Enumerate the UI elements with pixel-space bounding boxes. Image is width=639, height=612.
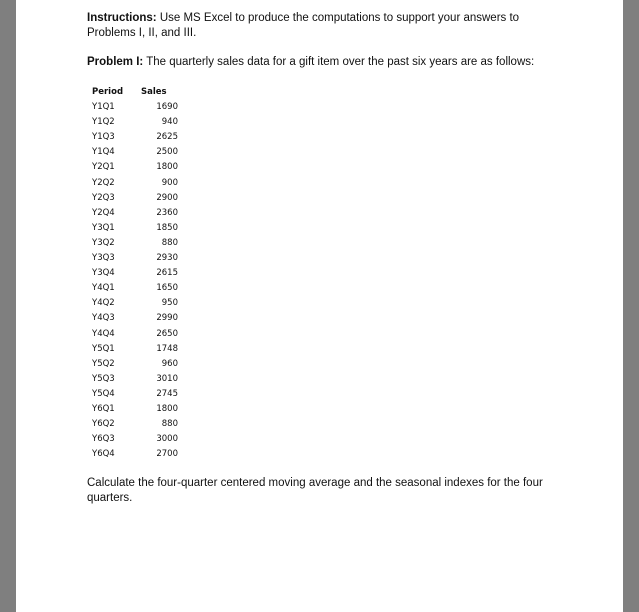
task-paragraph: Calculate the four-quarter centered moving average and the seasonal indexes for the four quarters. [87, 477, 543, 504]
period-cell: Y4Q2 [92, 298, 115, 309]
period-cell: Y2Q2 [92, 177, 115, 188]
sales-cell: 960 [161, 358, 178, 369]
sales-cell: 3010 [156, 373, 178, 384]
period-cell: Y3Q2 [92, 237, 115, 248]
sales-cell: 880 [161, 237, 178, 248]
period-cell: Y6Q4 [92, 449, 115, 460]
sales-cell: 3000 [156, 434, 178, 445]
sales-cell: 2650 [156, 328, 178, 339]
sales-cell: 1800 [156, 162, 178, 173]
period-cell: Y3Q4 [92, 268, 115, 279]
sales-cell: 1800 [156, 403, 178, 414]
period-cell: Y2Q4 [92, 207, 115, 218]
sales-cell: 2500 [156, 147, 178, 158]
instructions-label: Instructions: [87, 12, 157, 24]
period-header: Period [92, 87, 124, 97]
sales-cell: 2745 [156, 388, 178, 399]
period-cell: Y2Q1 [92, 162, 115, 173]
period-cell: Y6Q3 [92, 434, 115, 445]
instructions-paragraph [87, 11, 557, 41]
sales-cell: 1650 [156, 283, 178, 294]
document-page [16, 0, 623, 612]
instructions-text: Use MS Excel to produce the computations to support your answers to Problems I, II, and III. [87, 12, 520, 39]
period-cell: Y1Q3 [92, 132, 115, 143]
period-cell: Y4Q3 [92, 313, 115, 324]
sales-cell: 880 [161, 419, 178, 430]
sales-cell: 2625 [156, 132, 178, 143]
period-cell: Y6Q2 [92, 419, 115, 430]
sales-cell: 2360 [156, 207, 178, 218]
period-cell: Y5Q2 [92, 358, 115, 369]
problem-text: The quarterly sales data for a gift item over the past six years are as follows: [143, 56, 535, 68]
period-cell: Y1Q1 [92, 102, 115, 113]
period-cell: Y3Q3 [92, 253, 115, 264]
sales-cell: 900 [161, 177, 178, 188]
period-cell: Y3Q1 [92, 222, 115, 233]
sales-cell: 2900 [156, 192, 178, 203]
sales-cell: 1748 [156, 343, 178, 354]
sales-cell: 2615 [156, 268, 178, 279]
period-cell: Y6Q1 [92, 403, 115, 414]
sales-cell: 2700 [156, 449, 178, 460]
problem-paragraph [87, 55, 557, 70]
period-cell: Y1Q2 [92, 117, 115, 128]
sales-cell: 2990 [156, 313, 178, 324]
period-cell: Y5Q1 [92, 343, 115, 354]
sales-header: Sales [141, 87, 167, 97]
period-cell: Y5Q3 [92, 373, 115, 384]
period-cell: Y5Q4 [92, 388, 115, 399]
period-cell: Y2Q3 [92, 192, 115, 203]
period-cell: Y4Q4 [92, 328, 115, 339]
sales-cell: 1690 [156, 102, 178, 113]
sales-cell: 2930 [156, 253, 178, 264]
period-cell: Y1Q4 [92, 147, 115, 158]
sales-cell: 950 [161, 298, 178, 309]
problem-label: Problem I: [87, 56, 144, 68]
sales-cell: 940 [161, 117, 178, 128]
sales-cell: 1850 [156, 222, 178, 233]
period-cell: Y4Q1 [92, 283, 115, 294]
